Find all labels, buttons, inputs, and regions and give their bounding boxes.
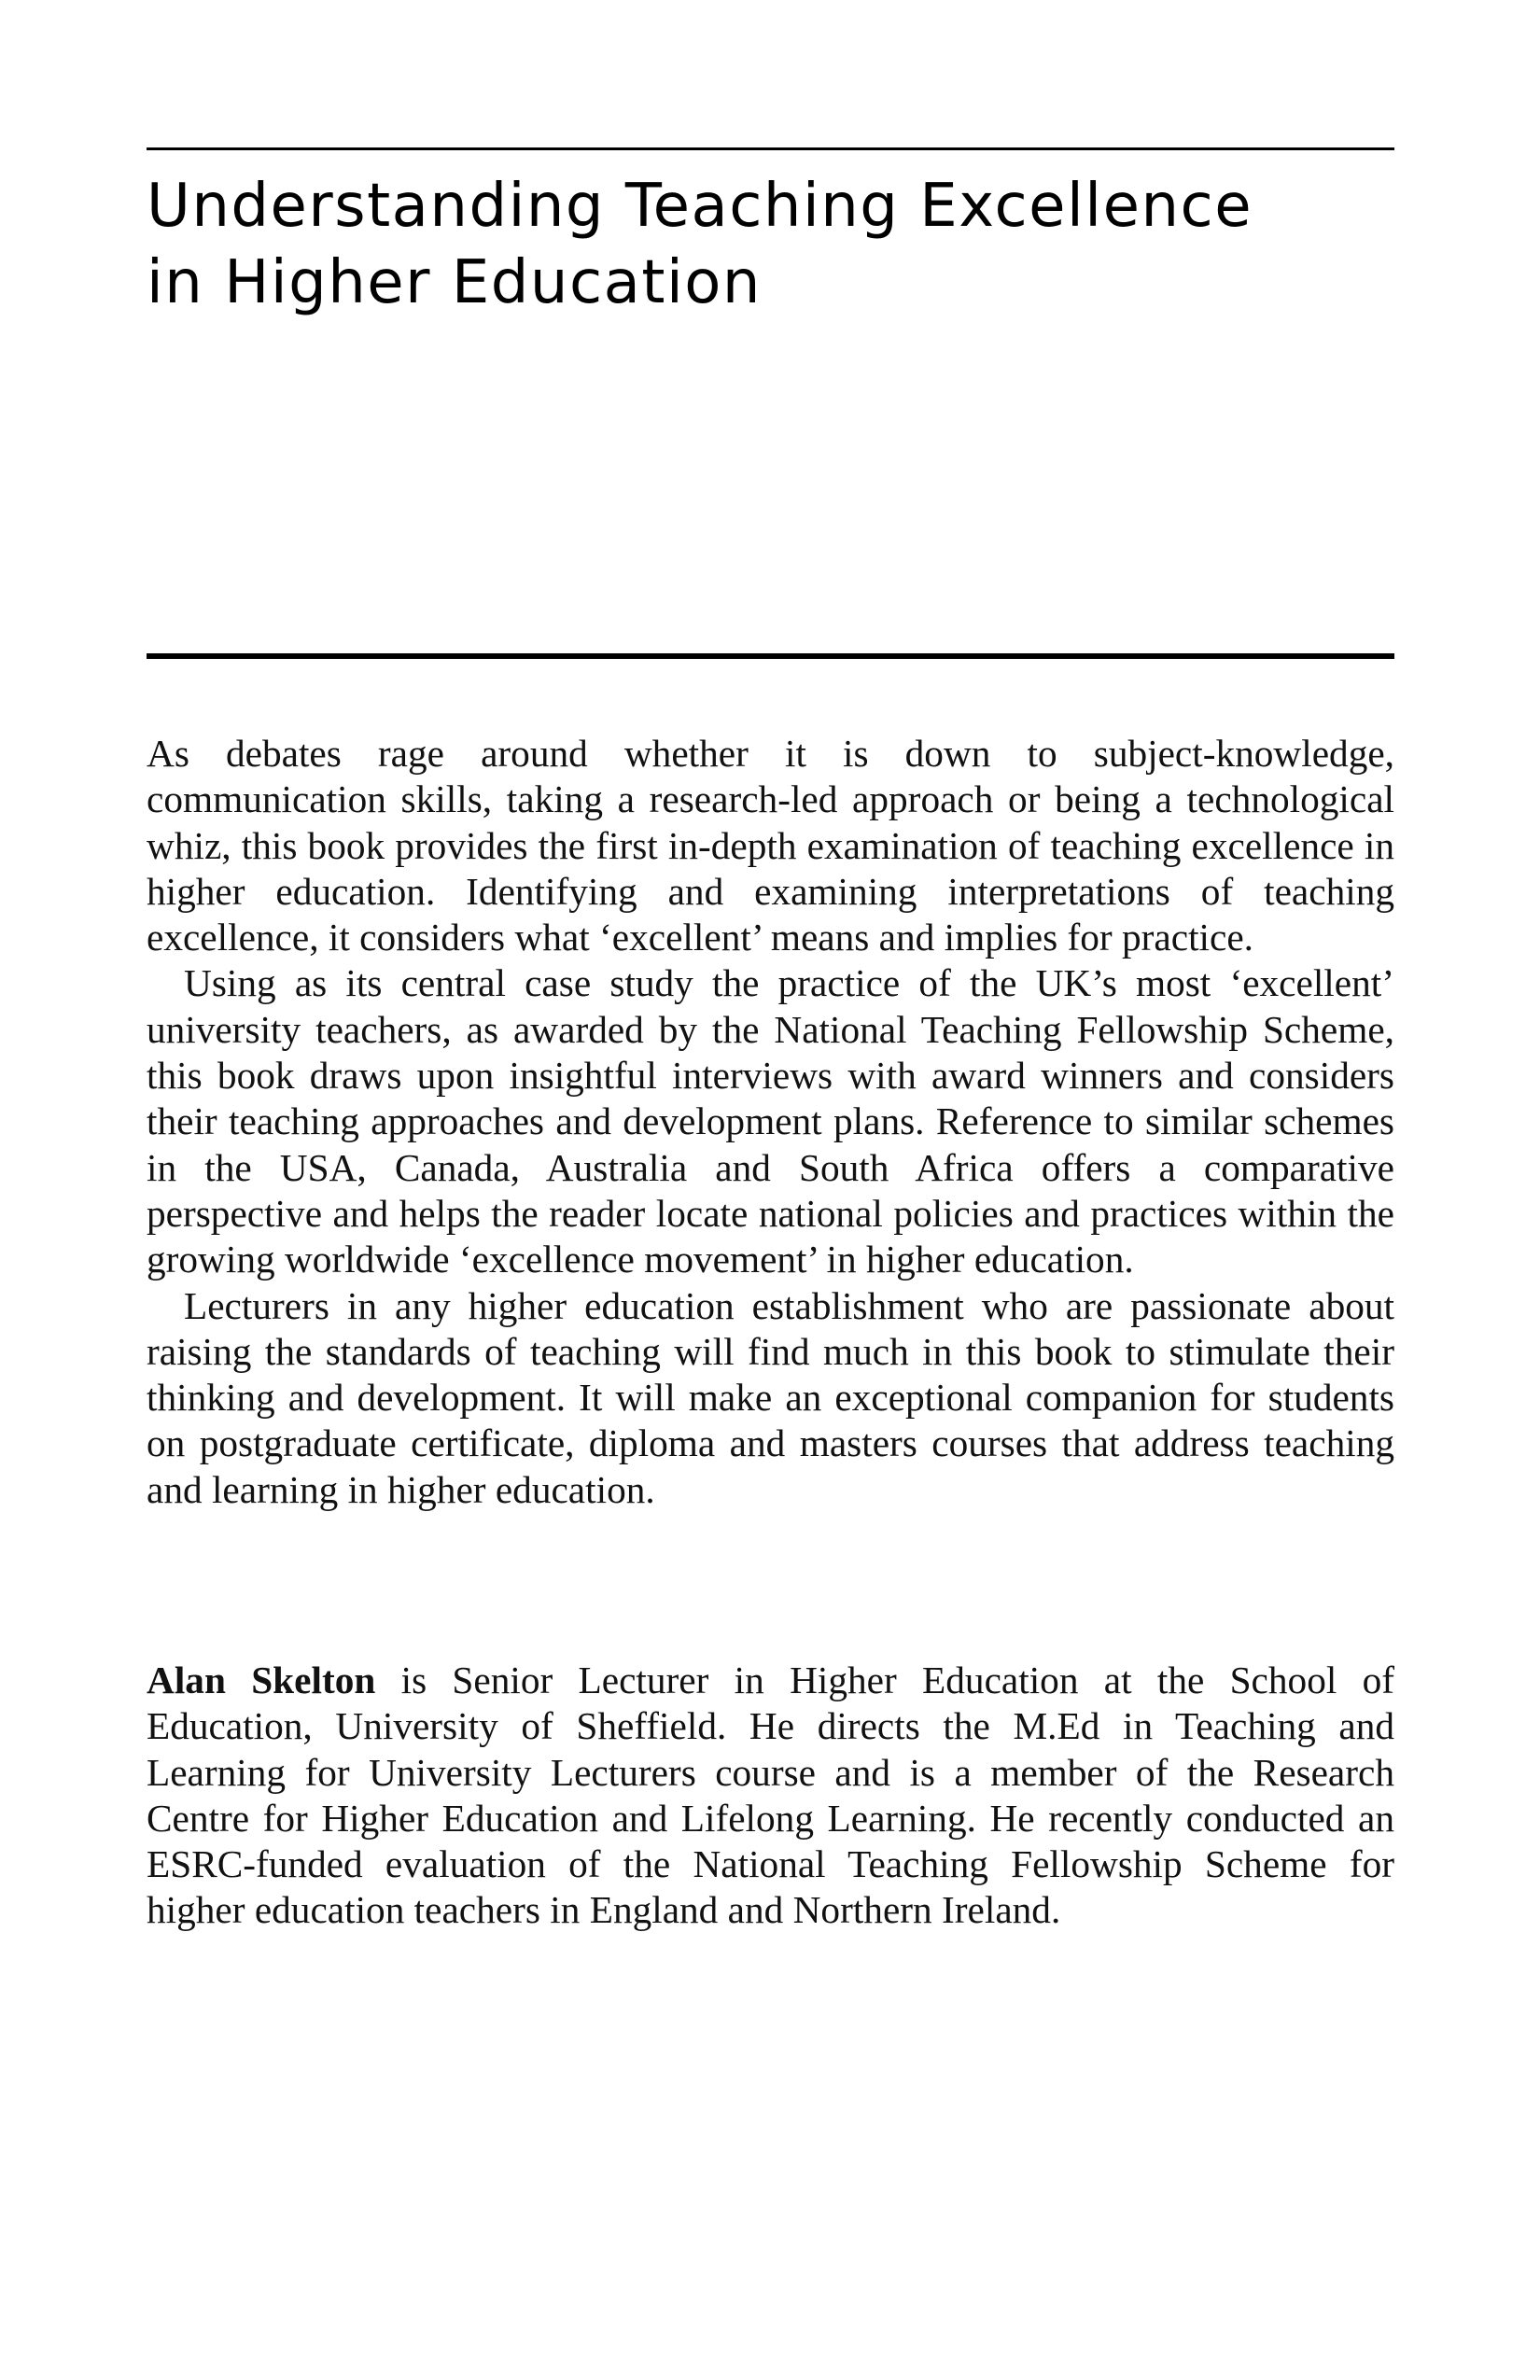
top-rule [147, 147, 1394, 150]
description-paragraph-3: Lecturers in any higher education establishment who are passionate about raising the standards of teaching will find much in this book to stimulate their thinking and development. It will make an exceptional companion for students on postgraduate certificate, diploma and masters courses that address teaching and learning in higher education. [147, 1283, 1394, 1511]
author-name: Alan Skelton [147, 1659, 376, 1701]
description-paragraph-1: As debates rage around whether it is down to subject-knowledge, communication skills, taking a research-led approach or being a technological whiz, this book provides the first in-depth examination of teaching excellence in higher education. Identifying and examining interpretations of teaching excellence, it considers what ‘excellent’ means and implies for practice. [147, 732, 1394, 959]
author-bio [147, 1658, 1394, 1934]
book-title-line-2: in Higher Education [147, 248, 762, 317]
book-title-line-1: Understanding Teaching Excellence [147, 172, 1253, 241]
book-title [147, 168, 1394, 321]
section-divider-rule [147, 653, 1394, 659]
author-bio-text: is Senior Lecturer in Higher Education at the School of Education, University of Sheffield. He directs the M.Ed in Teaching and Learning for University Lecturers course and is a member of the Research Centre for Higher Education and Lifelong Learning. He recently conducted an ESRC-funded evaluation of the National Teaching Fellowship Scheme for higher education teachers in England and Northern Ireland. [147, 1659, 1394, 1932]
author-bio-paragraph [147, 1658, 1394, 1934]
book-description [147, 731, 1394, 1513]
description-paragraph-2: Using as its central case study the practice of the UK’s most ‘excellent’ university teachers, as awarded by the National Teaching Fellowship Scheme, this book draws upon insightful interviews with award winners and considers their teaching approaches and development plans. Reference to similar schemes in the USA, Canada, Australia and South Africa offers a comparative perspective and helps the reader locate national policies and practices within the growing worldwide ‘excellence movement’ in higher education. [147, 961, 1394, 1281]
